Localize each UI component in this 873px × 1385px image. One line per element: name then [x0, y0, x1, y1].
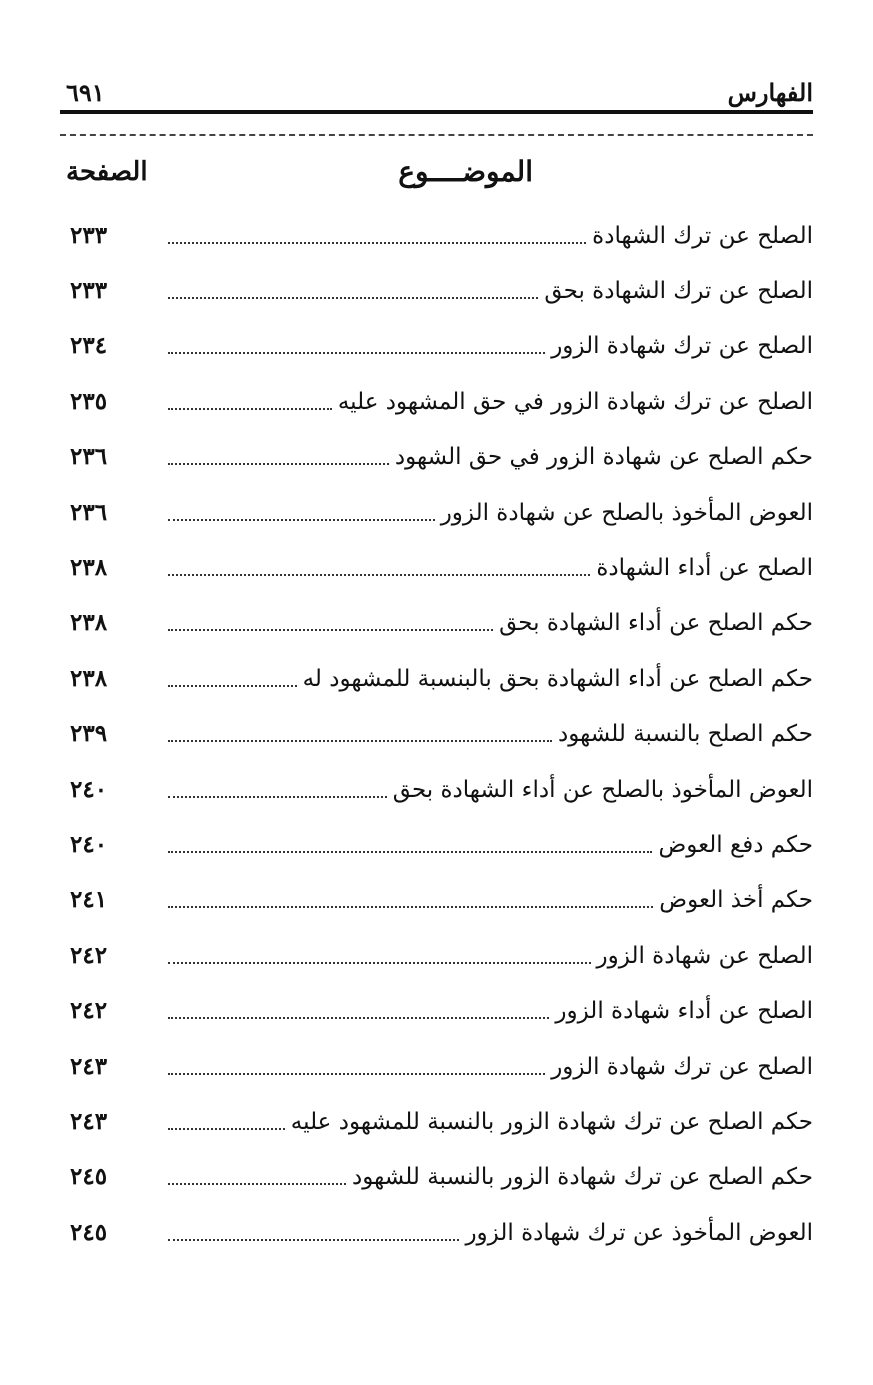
index-entry	[60, 983, 813, 1038]
entry-page: ٢٣٨	[70, 609, 108, 637]
column-headers	[60, 150, 813, 198]
entry-page: ٢٤٠	[70, 830, 108, 858]
entry-page: ٢٤٥	[70, 1163, 108, 1191]
entry-topic: حكم أخذ العوض	[659, 887, 813, 914]
entry-topic: الصلح عن شهادة الزور	[596, 942, 813, 969]
index-entries	[60, 208, 813, 1260]
index-entry	[60, 319, 813, 374]
entry-topic: الصلح عن ترك شهادة الزور	[551, 333, 813, 360]
dot-leader	[168, 906, 653, 908]
dot-leader	[168, 962, 591, 964]
index-entry	[60, 485, 813, 540]
page-column-header: الصفحة	[66, 157, 148, 187]
entry-page: ٢٣٦	[70, 443, 108, 471]
header-dashed-rule	[60, 134, 813, 136]
entry-page: ٢٣٣	[70, 221, 108, 249]
dot-leader	[168, 685, 297, 687]
entry-page: ٢٤٢	[70, 997, 108, 1025]
index-entry	[60, 208, 813, 263]
dot-leader	[168, 740, 552, 742]
index-entry	[60, 1150, 813, 1205]
dot-leader	[168, 352, 545, 354]
running-header	[60, 78, 813, 112]
entry-topic: العوض المأخوذ بالصلح عن أداء الشهادة بحق	[392, 776, 813, 803]
index-entry	[60, 817, 813, 872]
entry-topic: الصلح عن ترك الشهادة	[592, 222, 813, 249]
entry-topic: الصلح عن ترك شهادة الزور في حق المشهود عليه	[337, 388, 813, 415]
entry-topic: الصلح عن أداء الشهادة	[596, 555, 813, 582]
dot-leader	[168, 1073, 545, 1075]
entry-topic: حكم الصلح بالنسبة للشهود	[558, 721, 813, 748]
index-entry	[60, 1094, 813, 1149]
page-number: ٦٩١	[66, 78, 105, 107]
entry-topic: الصلح عن ترك الشهادة بحق	[544, 278, 813, 305]
dot-leader	[168, 1183, 346, 1185]
dot-leader	[168, 574, 590, 576]
dot-leader	[168, 408, 332, 410]
header-rule	[60, 110, 813, 114]
dot-leader	[168, 1128, 285, 1130]
entry-page: ٢٤٥	[70, 1218, 108, 1246]
running-title: الفهارس	[727, 78, 813, 107]
dot-leader	[168, 463, 389, 465]
index-entry	[60, 596, 813, 651]
index-entry	[60, 263, 813, 318]
entry-page: ٢٤١	[70, 886, 108, 914]
entry-page: ٢٤٠	[70, 775, 108, 803]
entry-topic: الصلح عن أداء شهادة الزور	[555, 998, 813, 1025]
index-entry	[60, 762, 813, 817]
dot-leader	[168, 519, 435, 521]
entry-page: ٢٣٦	[70, 498, 108, 526]
index-entry	[60, 928, 813, 983]
dot-leader	[168, 629, 493, 631]
entry-topic: حكم الصلح عن أداء الشهادة بحق	[499, 610, 813, 637]
entry-topic: حكم دفع العوض	[658, 831, 813, 858]
dot-leader	[168, 851, 652, 853]
index-entry	[60, 707, 813, 762]
index-entry	[60, 374, 813, 429]
topic-column-header: الموضــــوع	[398, 155, 533, 188]
entry-page: ٢٣٤	[70, 332, 108, 360]
entry-page: ٢٣٥	[70, 387, 108, 415]
entry-page: ٢٣٩	[70, 720, 108, 748]
index-entry	[60, 540, 813, 595]
entry-topic: حكم الصلح عن ترك شهادة الزور بالنسبة للشهود	[352, 1164, 813, 1191]
entry-topic: العوض المأخوذ عن ترك شهادة الزور	[465, 1219, 813, 1246]
entry-topic: العوض المأخوذ بالصلح عن شهادة الزور	[440, 499, 813, 526]
entry-page: ٢٤٢	[70, 941, 108, 969]
entry-topic: حكم الصلح عن شهادة الزور في حق الشهود	[394, 444, 813, 471]
dot-leader	[168, 242, 586, 244]
dot-leader	[168, 297, 538, 299]
entry-page: ٢٤٣	[70, 1107, 108, 1135]
entry-page: ٢٤٣	[70, 1052, 108, 1080]
dot-leader	[168, 1017, 549, 1019]
index-entry	[60, 1039, 813, 1094]
entry-page: ٢٣٨	[70, 554, 108, 582]
dot-leader	[168, 796, 387, 798]
index-entry	[60, 430, 813, 485]
dot-leader	[168, 1239, 459, 1241]
index-entry	[60, 651, 813, 706]
index-entry	[60, 873, 813, 928]
index-entry	[60, 1205, 813, 1260]
entry-topic: الصلح عن ترك شهادة الزور	[551, 1053, 813, 1080]
entry-page: ٢٣٨	[70, 664, 108, 692]
entry-page: ٢٣٣	[70, 277, 108, 305]
entry-topic: حكم الصلح عن أداء الشهادة بحق بالبنسبة للمشهود له	[302, 665, 813, 692]
entry-topic: حكم الصلح عن ترك شهادة الزور بالنسبة للمشهود عليه	[290, 1108, 813, 1135]
